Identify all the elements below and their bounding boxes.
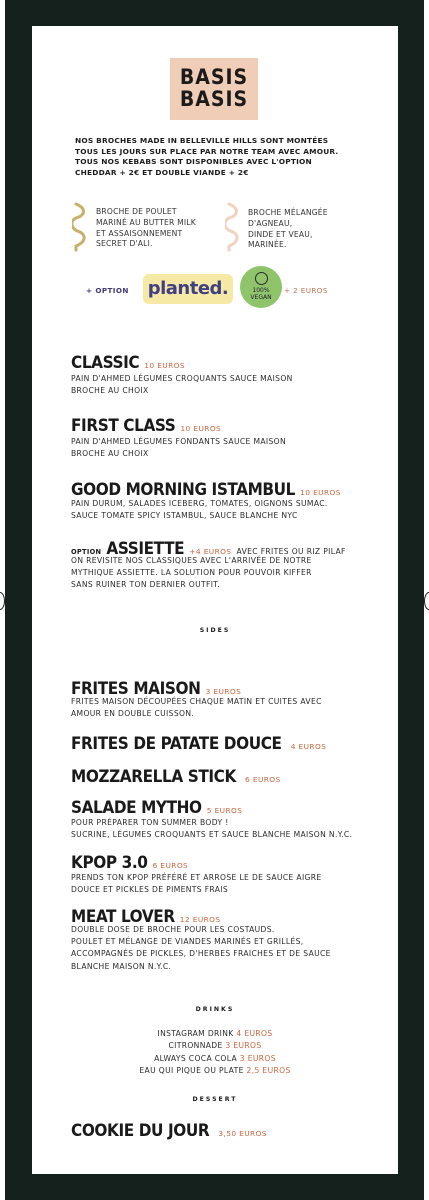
desc-line: ACCOMPAGNÉS DE PICKLES, D'HERBES FRAICHES ET DE SAUCE bbox=[71, 949, 331, 959]
drink-item bbox=[32, 1040, 398, 1052]
desc-line: DOUCE ET PICKLES DE PIMENTS FRAIS bbox=[71, 885, 229, 895]
item-name: MEAT LOVER bbox=[71, 907, 175, 927]
item-price: 3 EUROS bbox=[205, 687, 242, 696]
brand-logo bbox=[170, 58, 258, 120]
logo-line-2: BASIS bbox=[179, 87, 249, 111]
section-title-dessert: DESSERT bbox=[192, 1096, 238, 1103]
item-name: FIRST CLASS bbox=[71, 416, 176, 436]
menu-item-assiette bbox=[71, 538, 346, 592]
vegan-percent: 100% bbox=[252, 287, 270, 294]
menu-item-frites-maison bbox=[71, 678, 322, 720]
assiette-first-line: AVEC FRITES OU RIZ PILAF bbox=[236, 547, 346, 556]
desc-line: SAUCE TOMATE SPICY ISTAMBUL, SAUCE BLANCHE NYC bbox=[71, 511, 298, 521]
menu-item-first-class bbox=[71, 415, 286, 460]
item-name: ASSIETTE bbox=[106, 539, 185, 559]
desc-line: PAIN DURUM, SALADES ICEBERG, TOMATES, OIGNONS SUMAC. bbox=[71, 499, 328, 508]
item-price: 5 EUROS bbox=[206, 806, 243, 815]
desc-line: ON REVISITE NOS CLASSIQUES AVEC L'ARRIVÉE DE NOTRE bbox=[71, 556, 312, 565]
item-price: 6 EUROS bbox=[152, 861, 189, 870]
planted-extra-price: + 2 EUROS bbox=[284, 286, 328, 295]
broche-line: D'AGNEAU, bbox=[248, 218, 293, 228]
desc-line: AMOUR EN DOUBLE CUISSON. bbox=[71, 709, 195, 719]
drink-price: 3 EUROS bbox=[239, 1054, 276, 1063]
desc-line: SUCRINE, LÉGUMES CROQUANTS ET SAUCE BLANCHE MAISON N.Y.C. bbox=[71, 830, 353, 840]
item-name: FRITES DE PATATE DOUCE bbox=[71, 734, 282, 754]
vegan-badge bbox=[240, 266, 282, 308]
item-price: 10 EUROS bbox=[180, 424, 222, 433]
item-price: 3,50 EUROS bbox=[218, 1129, 267, 1138]
leaf-icon bbox=[255, 272, 268, 285]
broche-chicken-description bbox=[96, 207, 196, 250]
menu-item-cookie-du-jour bbox=[71, 1120, 267, 1142]
item-price: 4 EUROS bbox=[290, 742, 327, 751]
desc-line: BROCHE AU CHOIX bbox=[71, 386, 149, 396]
item-description bbox=[71, 498, 341, 522]
section-title-sides: SIDES bbox=[199, 627, 231, 634]
broche-line: MARINÉ AU BUTTER MILK bbox=[96, 217, 196, 227]
broche-line: SECRET D'ALI. bbox=[96, 239, 153, 249]
drink-price: 4 EUROS bbox=[236, 1029, 273, 1038]
item-name: COOKIE DU JOUR bbox=[71, 1121, 210, 1141]
menu-item-classic bbox=[71, 352, 293, 397]
item-description bbox=[71, 872, 322, 896]
item-price: 6 EUROS bbox=[245, 775, 281, 784]
item-description bbox=[71, 924, 331, 973]
right-edge-mark bbox=[424, 592, 429, 610]
intro-line: TOUS NOS KEBABS SONT DISPONIBLES AVEC L'OPTION bbox=[75, 157, 312, 167]
intro-text bbox=[75, 136, 385, 178]
item-price: +4 EUROS bbox=[189, 547, 232, 556]
item-price: 10 EUROS bbox=[144, 361, 185, 370]
item-price: 12 EUROS bbox=[179, 915, 221, 924]
item-description bbox=[71, 373, 293, 397]
drink-price: 2,5 EUROS bbox=[246, 1066, 291, 1075]
item-description bbox=[71, 555, 346, 592]
intro-line: CHEDDAR + 2€ ET DOUBLE VIANDE + 2€ bbox=[75, 167, 249, 177]
desc-line: DOUBLE DOSE DE BROCHE POUR LES COSTAUDS. bbox=[71, 925, 275, 934]
drink-item bbox=[32, 1053, 398, 1065]
chicken-broche-icon bbox=[72, 202, 88, 252]
desc-line: PAIN D'AHMED LÉGUMES FONDANTS SAUCE MAISON bbox=[71, 437, 287, 446]
drink-item bbox=[32, 1028, 398, 1040]
logo-line-1: BASIS bbox=[179, 65, 249, 89]
desc-line: PAIN D'AHMED LÉGUMES CROQUANTS SAUCE MAISON bbox=[71, 374, 293, 383]
intro-line: TOUS LES JOURS SUR PLACE PAR NOTRE TEAM AVEC AMOUR. bbox=[75, 146, 339, 156]
desc-line: BLANCHE MAISON N.Y.C. bbox=[71, 961, 172, 971]
item-name: CLASSIC bbox=[71, 353, 140, 373]
drink-price: 3 EUROS bbox=[225, 1041, 262, 1050]
menu-card bbox=[32, 26, 398, 1174]
broche-line: ET ASSAISONNEMENT bbox=[96, 228, 183, 238]
desc-line: FRITES MAISON DÉCOUPÉES CHAQUE MATIN ET CUITES AVEC bbox=[71, 697, 322, 706]
broche-line: BROCHE DE POULET bbox=[96, 207, 177, 216]
section-title-drinks: DRINKS bbox=[195, 1006, 235, 1013]
drink-name: INSTAGRAM DRINK bbox=[157, 1029, 234, 1038]
desc-line: PRENDS TON KPOP PRÉFÉRÉ ET ARROSE LE DE SAUCE AIGRE bbox=[71, 873, 322, 882]
broche-line: BROCHE MÉLANGÉE bbox=[248, 208, 328, 217]
item-description bbox=[71, 817, 352, 841]
item-description bbox=[71, 436, 286, 460]
planted-logo: planted. bbox=[143, 274, 233, 304]
item-name: SALADE MYTHO bbox=[71, 798, 202, 818]
item-name: FRITES MAISON bbox=[71, 679, 201, 699]
desc-line: POULET ET MÉLANGE DE VIANDES MARINÉS ET GRILLÉS, bbox=[71, 937, 304, 947]
drink-name: CITRONNADE bbox=[168, 1041, 223, 1050]
item-name: MOZZARELLA STICK bbox=[71, 767, 236, 787]
option-word: OPTION bbox=[71, 548, 102, 556]
menu-item-mozzarella-stick bbox=[71, 766, 281, 788]
menu-item-salade-mytho bbox=[71, 797, 352, 841]
menu-item-kpop bbox=[71, 852, 322, 896]
vegan-word: VEGAN bbox=[250, 294, 272, 301]
desc-line: POUR PRÉPARER TON SUMMER BODY ! bbox=[71, 818, 229, 827]
item-price: 10 EUROS bbox=[300, 488, 341, 497]
broche-line: DINDE ET VEAU, bbox=[248, 229, 313, 239]
item-description bbox=[71, 696, 322, 720]
drink-name: ALWAYS COCA COLA bbox=[154, 1054, 238, 1063]
menu-item-meat-lover bbox=[71, 906, 331, 973]
desc-line: SANS RUINER TON DERNIER OUTFIT. bbox=[71, 580, 221, 590]
item-name: GOOD MORNING ISTAMBUL bbox=[71, 480, 296, 500]
desc-line: MYTHIQUE ASSIETTE. LA SOLUTION POUR POUVOIR KIFFER bbox=[71, 568, 312, 578]
drink-item bbox=[32, 1065, 398, 1077]
menu-item-frites-patate-douce bbox=[71, 733, 326, 755]
broche-mixed-description bbox=[248, 208, 328, 251]
option-label: + OPTION bbox=[86, 286, 129, 295]
desc-line: BROCHE AU CHOIX bbox=[71, 449, 149, 459]
menu-item-good-morning-istambul bbox=[71, 479, 341, 522]
drink-name: EAU QUI PIQUE OU PLATE bbox=[139, 1066, 244, 1075]
item-name: KPOP 3.0 bbox=[71, 853, 148, 873]
broche-line: MARINÉE. bbox=[248, 240, 287, 250]
intro-line: NOS BROCHES MADE IN BELLEVILLE HILLS SONT MONTÉES bbox=[75, 136, 329, 145]
mixed-broche-icon bbox=[225, 202, 241, 252]
